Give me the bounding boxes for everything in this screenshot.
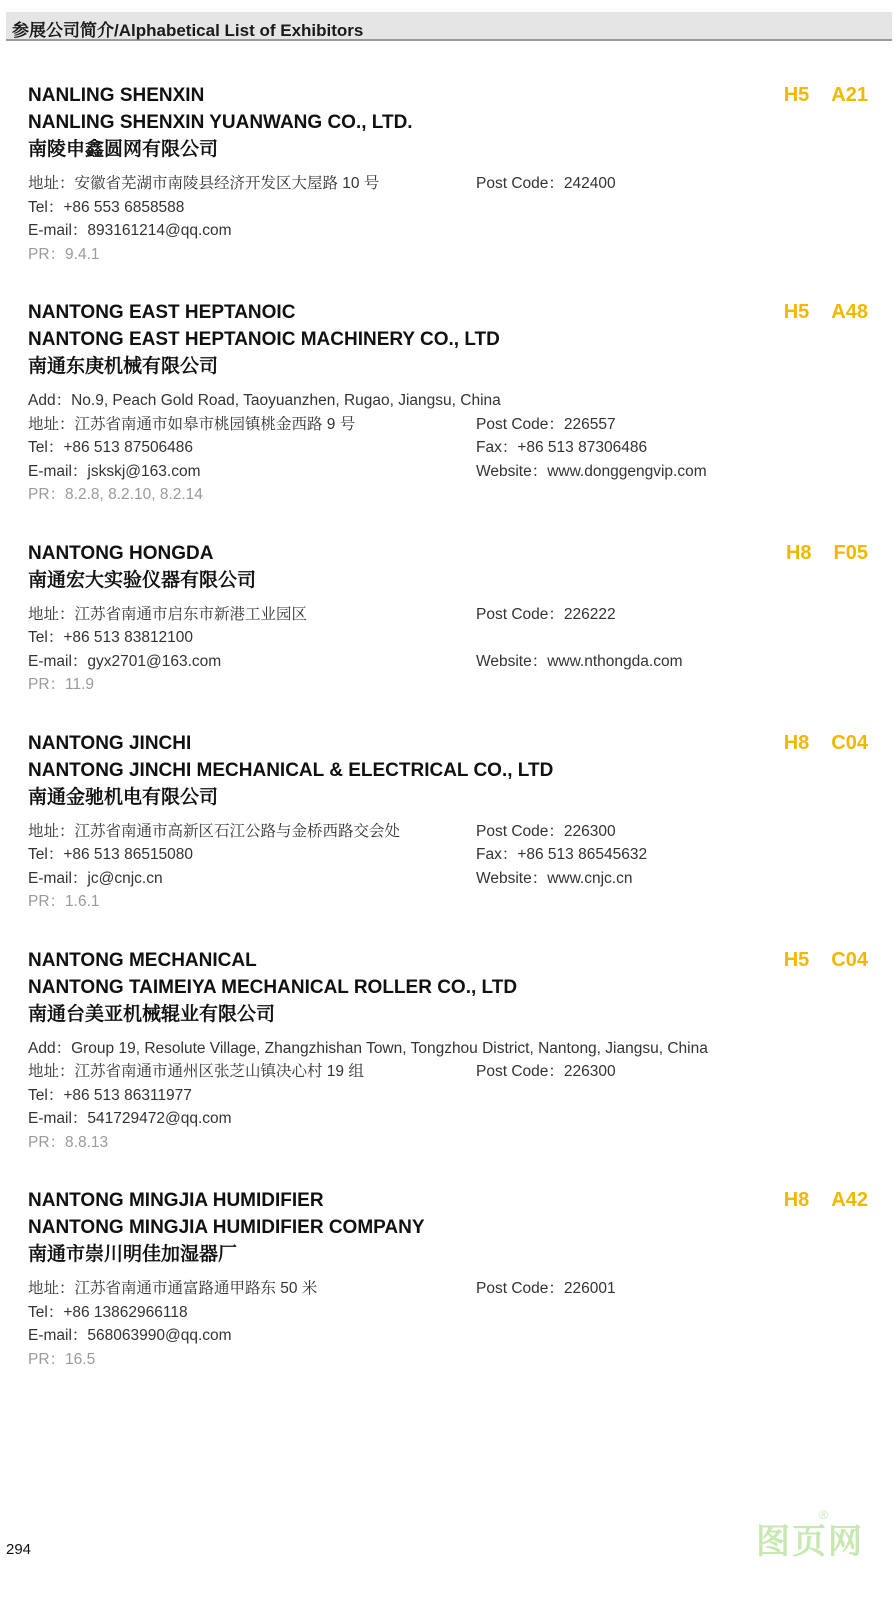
contact-field-right: Post Code：226001	[476, 1280, 616, 1297]
booth-location	[784, 1187, 868, 1214]
booth-hall: H8	[783, 1189, 810, 1211]
contact-details	[28, 603, 868, 697]
exhibitor-names	[28, 299, 868, 380]
contact-field: Add：No.9, Peach Gold Road, Taoyuanzhen, Rugao, Jiangsu, China	[28, 392, 501, 409]
exhibitor-name: NANTONG MECHANICAL	[28, 949, 257, 971]
contact-row	[28, 626, 868, 650]
contact-field: Tel：+86 513 87506486	[28, 439, 194, 456]
contact-row	[28, 389, 868, 413]
contact-field-right: Post Code：226300	[476, 822, 616, 840]
product-range-codes: PR：9.4.1	[28, 245, 100, 263]
booth-stand: A48	[831, 301, 868, 323]
exhibitor-name: NANTONG EAST HEPTANOIC	[28, 302, 296, 323]
exhibitor-names	[28, 947, 868, 1028]
watermark-logo: 图页网	[756, 1523, 864, 1561]
contact-field-right: Website：www.donggengvip.com	[476, 462, 707, 480]
contact-row	[28, 460, 868, 484]
booth-hall: H5	[783, 301, 810, 323]
exhibitor-name: 南陵申鑫圆网有限公司	[28, 139, 219, 160]
contact-row	[28, 867, 868, 891]
contact-field: Tel：+86 513 86311977	[28, 1086, 192, 1104]
contact-field-right: Post Code：226557	[476, 415, 616, 433]
registered-mark: ®	[819, 1508, 828, 1522]
booth-stand: A21	[831, 84, 868, 106]
contact-field: Tel：+86 13862966118	[28, 1303, 188, 1321]
contact-field-right: Fax：+86 513 86545632	[476, 846, 648, 863]
contact-row	[28, 820, 868, 844]
exhibitor-names	[28, 82, 868, 163]
exhibitor-entry	[28, 299, 868, 507]
contact-field: Tel：+86 513 83812100	[28, 629, 194, 646]
exhibitor-name: NANLING SHENXIN YUANWANG CO., LTD.	[28, 112, 413, 133]
contact-field: E-mail：gyx2701@163.com	[28, 652, 222, 670]
contact-field: E-mail：893161214@qq.com	[28, 222, 232, 239]
booth-stand: F05	[833, 541, 868, 564]
contact-field: 地址：江苏省南通市高新区石江公路与金桥西路交会处	[28, 822, 401, 840]
contact-field-right: Website：www.cnjc.cn	[476, 869, 633, 887]
exhibitor-entry	[28, 730, 868, 914]
exhibitor-entry	[28, 1187, 868, 1371]
contact-field-right: Website：www.nthongda.com	[476, 652, 683, 670]
contact-field: E-mail：jc@cnjc.cn	[28, 869, 163, 887]
exhibitor-list	[28, 82, 868, 1404]
exhibitor-entry	[28, 82, 868, 266]
exhibitor-name: 南通宏大实验仪器有限公司	[28, 569, 257, 591]
booth-stand: A42	[831, 1189, 868, 1211]
contact-row	[28, 1060, 868, 1084]
contact-row	[28, 1037, 868, 1061]
product-range-codes: PR：1.6.1	[28, 893, 100, 910]
contact-row	[28, 843, 868, 867]
exhibitor-name: NANTONG EAST HEPTANOIC MACHINERY CO., LTD	[28, 329, 500, 350]
contact-details	[28, 1037, 868, 1155]
booth-hall: H8	[783, 731, 810, 754]
contact-row	[28, 1301, 868, 1325]
contact-field: E-mail：jskskj@163.com	[28, 462, 201, 480]
contact-field: 地址：江苏省南通市启东市新港工业园区	[28, 605, 308, 623]
page-header-bar	[6, 12, 892, 41]
booth-stand: C04	[831, 948, 868, 971]
exhibitor-names	[28, 730, 868, 811]
exhibitor-name: 南通金驰机电有限公司	[28, 786, 219, 808]
contact-row	[28, 1107, 868, 1131]
contact-row	[28, 172, 868, 196]
exhibitor-name: NANLING SHENXIN	[28, 85, 205, 106]
booth-hall: H8	[785, 541, 812, 564]
contact-field: Tel：+86 513 86515080	[28, 846, 194, 863]
exhibitor-name: NANTONG TAIMEIYA MECHANICAL ROLLER CO., LTD	[28, 976, 518, 998]
booth-location	[784, 82, 868, 109]
booth-hall: H5	[783, 84, 810, 106]
exhibitor-name: 南通东庚机械有限公司	[28, 356, 219, 377]
product-range-codes: PR：8.2.8, 8.2.10, 8.2.14	[28, 486, 203, 503]
contact-details	[28, 172, 868, 266]
page-number: 294	[6, 1541, 32, 1558]
booth-stand: C04	[831, 731, 868, 754]
contact-row	[28, 1324, 868, 1348]
contact-row	[28, 1277, 868, 1301]
contact-row	[28, 650, 868, 674]
contact-field: 地址：江苏省南通市通州区张芝山镇决心村 19 组	[28, 1063, 364, 1080]
exhibitor-name: NANTONG MINGJIA HUMIDIFIER	[28, 1190, 324, 1211]
contact-row	[28, 196, 868, 220]
booth-location	[784, 730, 868, 757]
contact-field: 地址：江苏省南通市通富路通甲路东 50 米	[28, 1280, 318, 1297]
contact-details	[28, 1277, 868, 1371]
contact-row	[28, 413, 868, 437]
exhibitor-name: NANTONG JINCHI MECHANICAL & ELECTRICAL CO., LTD	[28, 759, 554, 781]
contact-field: Tel：+86 553 6858588	[28, 198, 185, 216]
contact-field: E-mail：541729472@qq.com	[28, 1110, 232, 1127]
product-range-codes: PR：8.8.13	[28, 1133, 109, 1151]
contact-field: Add：Group 19, Resolute Village, Zhangzhishan Town, Tongzhou District, Nantong, Jiangsu, China	[28, 1039, 708, 1057]
contact-row	[28, 1084, 868, 1108]
contact-field: E-mail：568063990@qq.com	[28, 1327, 232, 1344]
booth-location	[786, 540, 868, 567]
exhibitor-name: 南通台美亚机械辊业有限公司	[28, 1003, 276, 1025]
exhibitor-names	[28, 540, 868, 594]
exhibitor-name: 南通市崇川明佳加湿器厂	[28, 1244, 238, 1265]
exhibitor-name: NANTONG JINCHI	[28, 732, 192, 754]
exhibitor-names	[28, 1187, 868, 1268]
product-range-codes: PR：11.9	[28, 676, 95, 693]
exhibitor-name: NANTONG HONGDA	[28, 542, 214, 564]
booth-location	[784, 947, 868, 974]
contact-field-right: Post Code：226222	[476, 605, 616, 623]
product-range-codes: PR：16.5	[28, 1350, 96, 1368]
exhibitor-entry	[28, 947, 868, 1155]
contact-field: 地址：安徽省芜湖市南陵县经济开发区大屋路 10 号	[28, 175, 380, 192]
contact-details	[28, 820, 868, 914]
contact-field: 地址：江苏省南通市如皋市桃园镇桃金西路 9 号	[28, 415, 356, 433]
contact-field-right: Fax：+86 513 87306486	[476, 439, 648, 456]
page-header-title: 参展公司简介/Alphabetical List of Exhibitors	[12, 21, 364, 40]
exhibitor-name: NANTONG MINGJIA HUMIDIFIER COMPANY	[28, 1217, 425, 1238]
contact-row	[28, 436, 868, 460]
booth-hall: H5	[783, 948, 810, 971]
contact-row	[28, 603, 868, 627]
contact-row	[28, 219, 868, 243]
contact-field-right: Post Code：226300	[476, 1063, 616, 1080]
contact-details	[28, 389, 868, 507]
exhibitor-entry	[28, 540, 868, 697]
booth-location	[784, 299, 868, 326]
contact-field-right: Post Code：242400	[476, 175, 616, 192]
